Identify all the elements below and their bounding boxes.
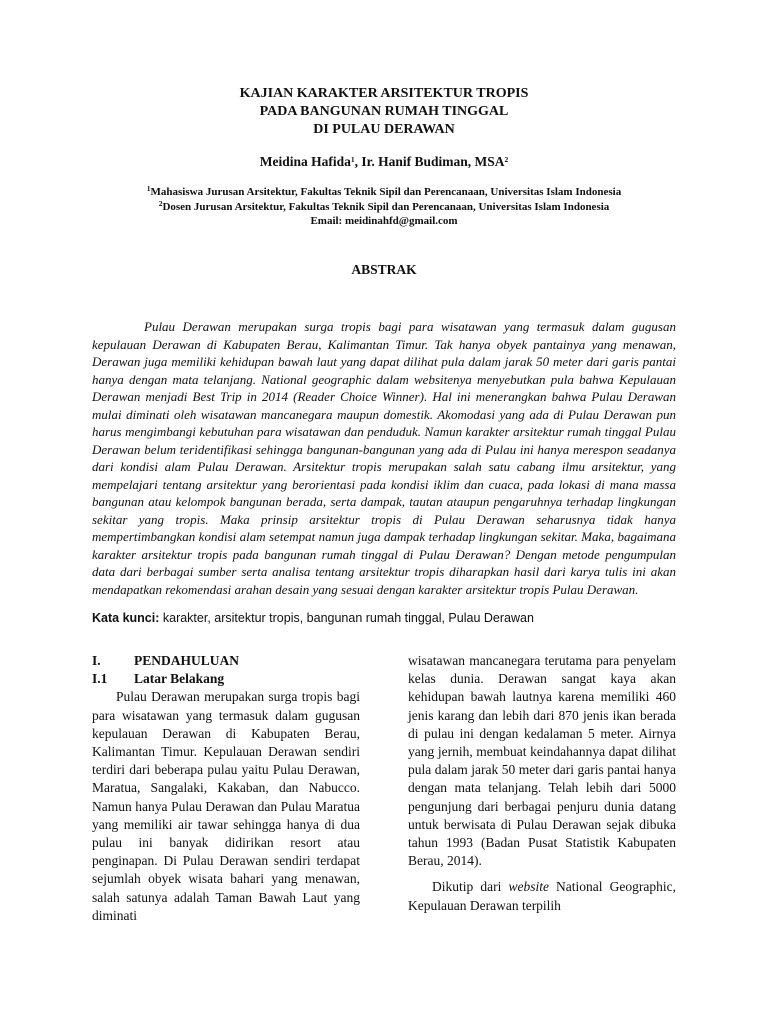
paragraph-text: Dikutip dari [432, 879, 509, 895]
body-paragraph [408, 878, 676, 914]
paragraph-text: National Geographic, Kepulauan Derawan terpilih [408, 879, 676, 913]
keywords [92, 611, 692, 625]
title-line: PADA BANGUNAN RUMAH TINGGAL [259, 104, 509, 119]
keywords-text: karakter, arsitektur tropis, bangunan rumah tinggal, Pulau Derawan [159, 611, 534, 625]
affiliation-text: Dosen Jurusan Arsitektur, Fakultas Teknik Sipil dan Perencanaan, Universitas Islam Indonesia [162, 200, 610, 213]
author-name: Ir. Hanif Budiman, MSA [361, 154, 505, 169]
affiliation-line [0, 200, 768, 215]
author-affiliation-mark: 1 [350, 155, 355, 164]
author-separator: , [354, 154, 362, 169]
right-column [408, 652, 676, 915]
affiliation-line [0, 185, 768, 200]
subsection-heading [92, 670, 360, 688]
left-column [92, 652, 360, 925]
abstract-heading: ABSTRAK [351, 262, 417, 277]
author-affiliation-mark: 2 [504, 155, 509, 164]
title-line: DI PULAU DERAWAN [313, 122, 455, 137]
subsection-title: Latar Belakang [134, 671, 225, 687]
abstract-body [92, 318, 676, 598]
affiliation-text: Mahasiswa Jurusan Arsitektur, Fakultas Teknik Sipil dan Perencanaan, Universitas Islam Indonesia [150, 186, 622, 198]
section-number: I. [92, 653, 101, 668]
section-heading [92, 652, 360, 670]
section-title: PENDAHULUAN [134, 653, 240, 668]
affiliations [0, 185, 768, 229]
author-list [0, 154, 768, 170]
keywords-label: Kata kunci: [92, 611, 160, 625]
paragraph-gap [408, 870, 676, 878]
title-line: KAJIAN KARAKTER ARSITEKTUR TROPIS [239, 86, 529, 101]
paragraph-italic-text: website [508, 879, 549, 895]
affiliation-mark: 1 [146, 184, 151, 193]
author-name: Meidina Hafida [259, 154, 351, 169]
affiliation-mark: 2 [158, 198, 163, 208]
abstract-text: Pulau Derawan merupakan surga tropis bagi para wisatawan yang termasuk dalam gugusan kepulauan Derawan di Kabupaten Berau, Kalimantan Timur. Tak hanya obyek pantainya yang menawan, Derawan juga memiliki kehidupan bawah laut yang dapat dilihat pula dalam jarak 50 meter dari garis pantai hanya dengan mata telanjang. National geographic dalam websitenya menyebutkan pula bahwa Kepulauan Derawan menjadi Best Trip in 2014 (Reader Choice Winner). Hal ini menerangkan bahwa Pulau Derawan mulai diminati oleh wisatawan mancanegara maupun domestik. Akomodasi yang ada di Pulau Derawan pun harus mengimbangi kebutuhan para wisatawan dan penduduk. Namun karakter arsitektur rumah tinggal Pulau Derawan belum teridentifikasi sehingga bangunan-bangunan yang ada di Pulau ini hanya merespon seadanya dari kondisi alam Pulau Derawan. Arsitektur tropis merupakan salah satu cabang ilmu arsitektur, yang mempelajari tentang arsitektur yang berorientasi pada kondisi iklim dan cuaca, pada lokasi di mana massa bangunan atau kelompok bangunan berada, serta dampak, tautan ataupun pengaruhnya terhadap lingkungan sekitar yang tropis. Maka prinsip arsitektur tropis di Pulau Derawan seharusnya tidak hanya mempertimbangkan kondisi alam setempat namun juga dampak terhadap lingkungan sekitar. Maka, bagaimana karakter arsitektur tropis pada bangunan rumah tinggal di Pulau Derawan? Dengan metode pengumpulan data dari berbagai sumber serta analisa tentang arsitektur tropis diharapkan hasil dari karya tulis ini akan mendapatkan rekomendasi arahan desain yang sesuai dengan karakter arsitektur tropis Pulau Derawan. [92, 319, 676, 597]
author-email: Email: meidinahfd@gmail.com [310, 215, 458, 227]
body-paragraph: wisatawan mancanegara terutama para penyelam kelas dunia. Derawan sangat kaya akan kehidupan bawah lautnya karena memiliki 460 jenis karang dan lebih dari 870 jenis ikan berada di pulau ini dengan kedalaman 5 meter. Airnya yang jernih, membuat keindahannya dapat dilihat pula dalam jarak 50 meter dari garis pantai hanya dengan mata telanjang. Telah lebih dari 5000 pengunjung dari berbagai penjuru dunia datang untuk berwisata di Pulau Derawan sejak dibuka tahun 1993 (Badan Pusat Statistik Kabupaten Berau, 2014). [408, 653, 676, 869]
paper-title [0, 85, 768, 139]
subsection-number: I.1 [92, 671, 108, 687]
body-paragraph: Pulau Derawan merupakan surga tropis bagi para wisatawan yang termasuk dalam gugusan kepulauan Derawan di Kabupaten Berau, Kalimantan Timur. Kepulauan Derawan sendiri terdiri dari beberapa pulau yaitu Pulau Derawan, Maratua, Sangalaki, Kakaban, dan Nabucco. Namun hanya Pulau Derawan dan Pulau Maratua yang memiliki air tawar sehingga hanya di dua pulau ini banyak didirikan resort atau penginapan. Di Pulau Derawan sendiri terdapat sejumlah obyek wisata bahari yang menawan, salah satunya adalah Taman Bawah Laut yang diminati [92, 689, 360, 923]
